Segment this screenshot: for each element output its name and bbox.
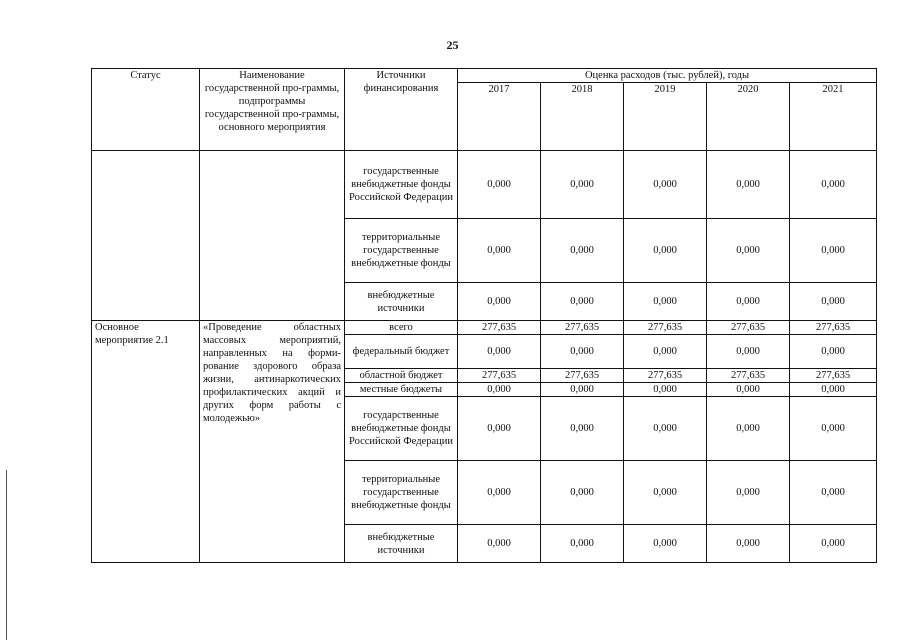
budget-table [91,68,877,563]
source-cell: всего [345,321,458,335]
value-cell: 0,000 [458,219,541,283]
header-year: 2020 [707,83,790,151]
value-cell: 0,000 [707,461,790,525]
header-sources: Источники финансирования [345,69,458,151]
value-cell: 0,000 [790,219,877,283]
value-cell: 277,635 [707,369,790,383]
source-cell: внебюджетные источники [345,525,458,563]
value-cell: 0,000 [458,151,541,219]
value-cell: 0,000 [458,283,541,321]
value-cell: 0,000 [790,151,877,219]
value-cell: 0,000 [541,461,624,525]
header-year: 2019 [624,83,707,151]
header-year: 2018 [541,83,624,151]
value-cell: 0,000 [541,383,624,397]
value-cell: 0,000 [541,335,624,369]
value-cell: 277,635 [790,369,877,383]
value-cell: 0,000 [541,151,624,219]
value-cell: 0,000 [707,151,790,219]
table-row [92,321,877,335]
value-cell: 277,635 [790,321,877,335]
source-cell: местные бюджеты [345,383,458,397]
source-cell: территориальные государственные внебюджетные фонды [345,461,458,525]
value-cell: 0,000 [790,397,877,461]
value-cell: 0,000 [707,283,790,321]
value-cell: 277,635 [707,321,790,335]
header-name: Наименование государственной про-граммы, подпрограммы государственной про-граммы, основного мероприятия [200,69,345,151]
scan-margin-line [6,470,7,640]
source-cell: государственные внебюджетные фонды Российской Федерации [345,151,458,219]
value-cell: 277,635 [624,369,707,383]
value-cell: 0,000 [624,219,707,283]
source-cell: областной бюджет [345,369,458,383]
value-cell: 0,000 [707,525,790,563]
header-year: 2021 [790,83,877,151]
value-cell: 0,000 [790,461,877,525]
value-cell: 0,000 [707,219,790,283]
value-cell: 0,000 [458,397,541,461]
value-cell: 277,635 [458,321,541,335]
value-cell: 0,000 [707,335,790,369]
measure-status: Основное мероприятие 2.1 [92,321,200,563]
value-cell: 0,000 [624,397,707,461]
value-cell: 0,000 [541,525,624,563]
source-cell: государственные внебюджетные фонды Российской Федерации [345,397,458,461]
source-cell: федеральный бюджет [345,335,458,369]
value-cell: 0,000 [541,219,624,283]
value-cell: 277,635 [541,321,624,335]
value-cell: 0,000 [707,383,790,397]
table-row [92,151,877,219]
value-cell: 0,000 [624,461,707,525]
continuation-name-cell [200,151,345,321]
value-cell: 0,000 [624,525,707,563]
source-cell: территориальные государственные внебюджетные фонды [345,219,458,283]
value-cell: 0,000 [458,383,541,397]
value-cell: 0,000 [541,283,624,321]
value-cell: 0,000 [624,283,707,321]
value-cell: 277,635 [458,369,541,383]
source-cell: внебюджетные источники [345,283,458,321]
value-cell: 0,000 [790,335,877,369]
value-cell: 277,635 [624,321,707,335]
value-cell: 0,000 [624,151,707,219]
value-cell: 0,000 [624,383,707,397]
page-number: 25 [446,38,459,52]
value-cell: 277,635 [541,369,624,383]
value-cell: 0,000 [458,335,541,369]
header-row [92,69,877,83]
value-cell: 0,000 [458,525,541,563]
value-cell: 0,000 [541,397,624,461]
continuation-status-cell [92,151,200,321]
value-cell: 0,000 [790,383,877,397]
measure-name: «Проведение областных массовых мероприятий, направленных на форми-рование здорового образа жизни, антинаркотических профилактических акций и других форм работы с молодежью» [200,321,345,563]
value-cell: 0,000 [790,283,877,321]
header-year: 2017 [458,83,541,151]
header-status: Статус [92,69,200,151]
header-estimate: Оценка расходов (тыс. рублей), годы [458,69,877,83]
value-cell: 0,000 [707,397,790,461]
value-cell: 0,000 [790,525,877,563]
value-cell: 0,000 [624,335,707,369]
value-cell: 0,000 [458,461,541,525]
